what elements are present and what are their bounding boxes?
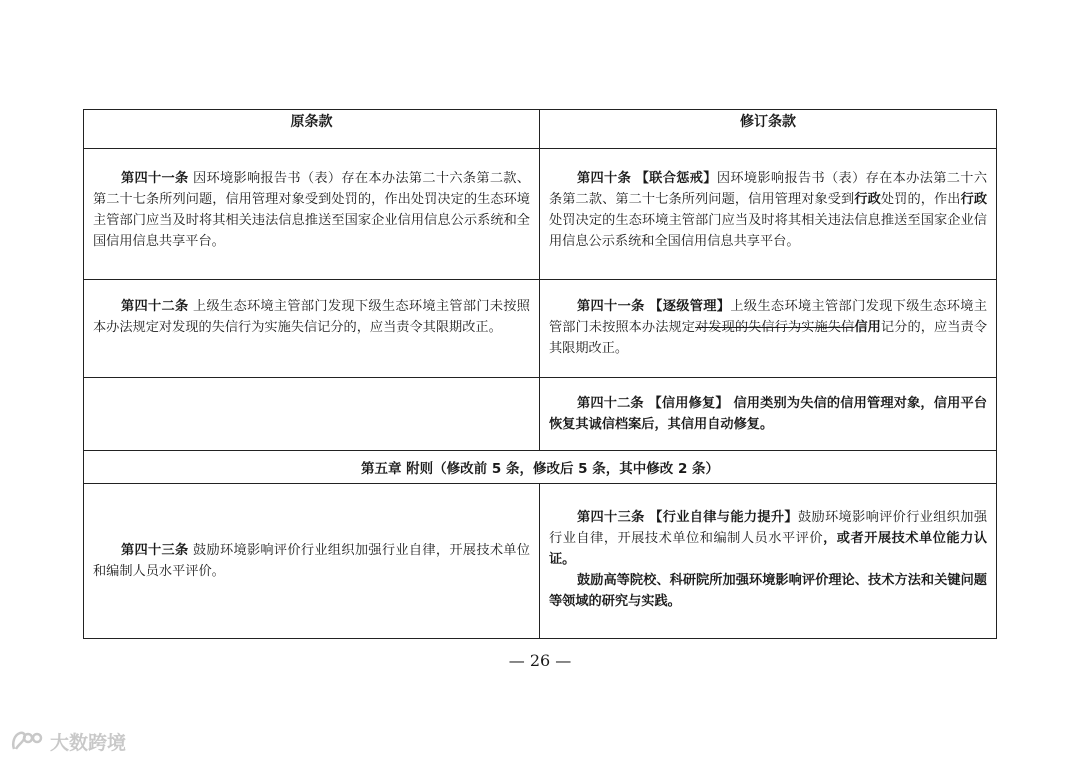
article-number: 第四十一条	[121, 171, 189, 186]
chapter-row	[84, 451, 997, 484]
table-row	[84, 484, 997, 639]
table-header-row	[84, 110, 997, 149]
article-text: 上级生态环境主管部门发现下级生态环境主管部门未按照本办法规定	[549, 299, 988, 335]
chapter-heading: 第五章 附则（修改前 5 条，修改后 5 条，其中修改 2 条）	[84, 451, 997, 484]
header-original-clause: 原条款	[84, 110, 540, 149]
brand-logo-icon	[10, 729, 44, 755]
original-clause-cell	[84, 280, 540, 378]
table-row	[84, 149, 997, 280]
page-number: — 26 —	[508, 651, 572, 670]
article-tag: 【行业自律与能力提升】	[649, 510, 798, 525]
article-number: 第四十二条	[577, 396, 644, 411]
article-text: 信用类别为失信的信用管理对象，信用平台恢复其诚信档案后，其信用自动修复。	[549, 396, 988, 432]
revision-comparison-table	[83, 109, 997, 639]
revised-clause-cell	[540, 378, 997, 451]
article-text: 因环境影响报告书（表）存在本办法第二十六条第二款、第二十七条所列问题，信用管理对象受到处罚的，作出处罚决定的生态环境主管部门应当及时将其相关违法信息推送至国家企业信用信息公示系统和全国信用信息共享平台。	[93, 171, 530, 249]
inserted-text: 行政	[854, 192, 881, 207]
table-row	[84, 378, 997, 451]
article-text: 上级生态环境主管部门发现下级生态环境主管部门未按照本办法规定对发现的失信行为实施失信记分的，应当责令其限期改正。	[93, 299, 530, 335]
article-number: 第四十一条	[577, 299, 645, 314]
article-text: 处罚决定的生态环境主管部门应当及时将其相关违法信息推送至国家企业信用信息公示系统和全国信用信息共享平台。	[549, 213, 987, 249]
article-text: 鼓励环境影响评价行业组织加强行业自律，开展技术单位和编制人员水平评价。	[93, 543, 530, 579]
revised-clause-cell	[540, 149, 997, 280]
article-number: 第四十二条	[121, 299, 189, 314]
article-text: 记分的，应当责令其限期改正。	[549, 320, 988, 356]
revised-clause-cell	[540, 484, 997, 639]
inserted-text: ，或者开展技术单位能力认证。	[549, 531, 988, 567]
watermark	[10, 728, 126, 755]
inserted-text: 行政	[960, 192, 988, 207]
table-row	[84, 280, 997, 378]
original-clause-cell-empty	[84, 378, 540, 451]
article-tag: 【逐级管理】	[649, 299, 731, 314]
article-text: 因环境影响报告书（表）存在本办法第二十六条第二款、第二十七条所列问题，信用管理对象受到	[549, 171, 988, 207]
article-tag: 【联合惩戒】	[635, 171, 717, 186]
article-text: 鼓励环境影响评价行业组织加强行业自律，开展技术单位和编制人员水平评价	[549, 510, 988, 546]
inserted-text: 信用	[854, 320, 881, 335]
article-number: 第四十条	[577, 171, 632, 186]
header-revised-clause: 修订条款	[540, 110, 997, 149]
deleted-text: 对发现的失信行为实施失信	[695, 320, 855, 335]
article-number: 第四十三条	[577, 510, 645, 525]
watermark-text: 大数跨境	[50, 732, 127, 754]
article-tag: 【信用修复】	[648, 396, 729, 411]
revision-table-container	[83, 109, 996, 639]
original-clause-cell	[84, 149, 540, 280]
original-clause-cell	[84, 484, 540, 639]
revised-clause-cell	[540, 280, 997, 378]
article-text: 处罚的，作出	[880, 192, 961, 207]
inserted-paragraph: 鼓励高等院校、科研院所加强环境影响评价理论、技术方法和关键问题等领域的研究与实践。	[549, 573, 987, 609]
article-number: 第四十三条	[121, 543, 189, 558]
